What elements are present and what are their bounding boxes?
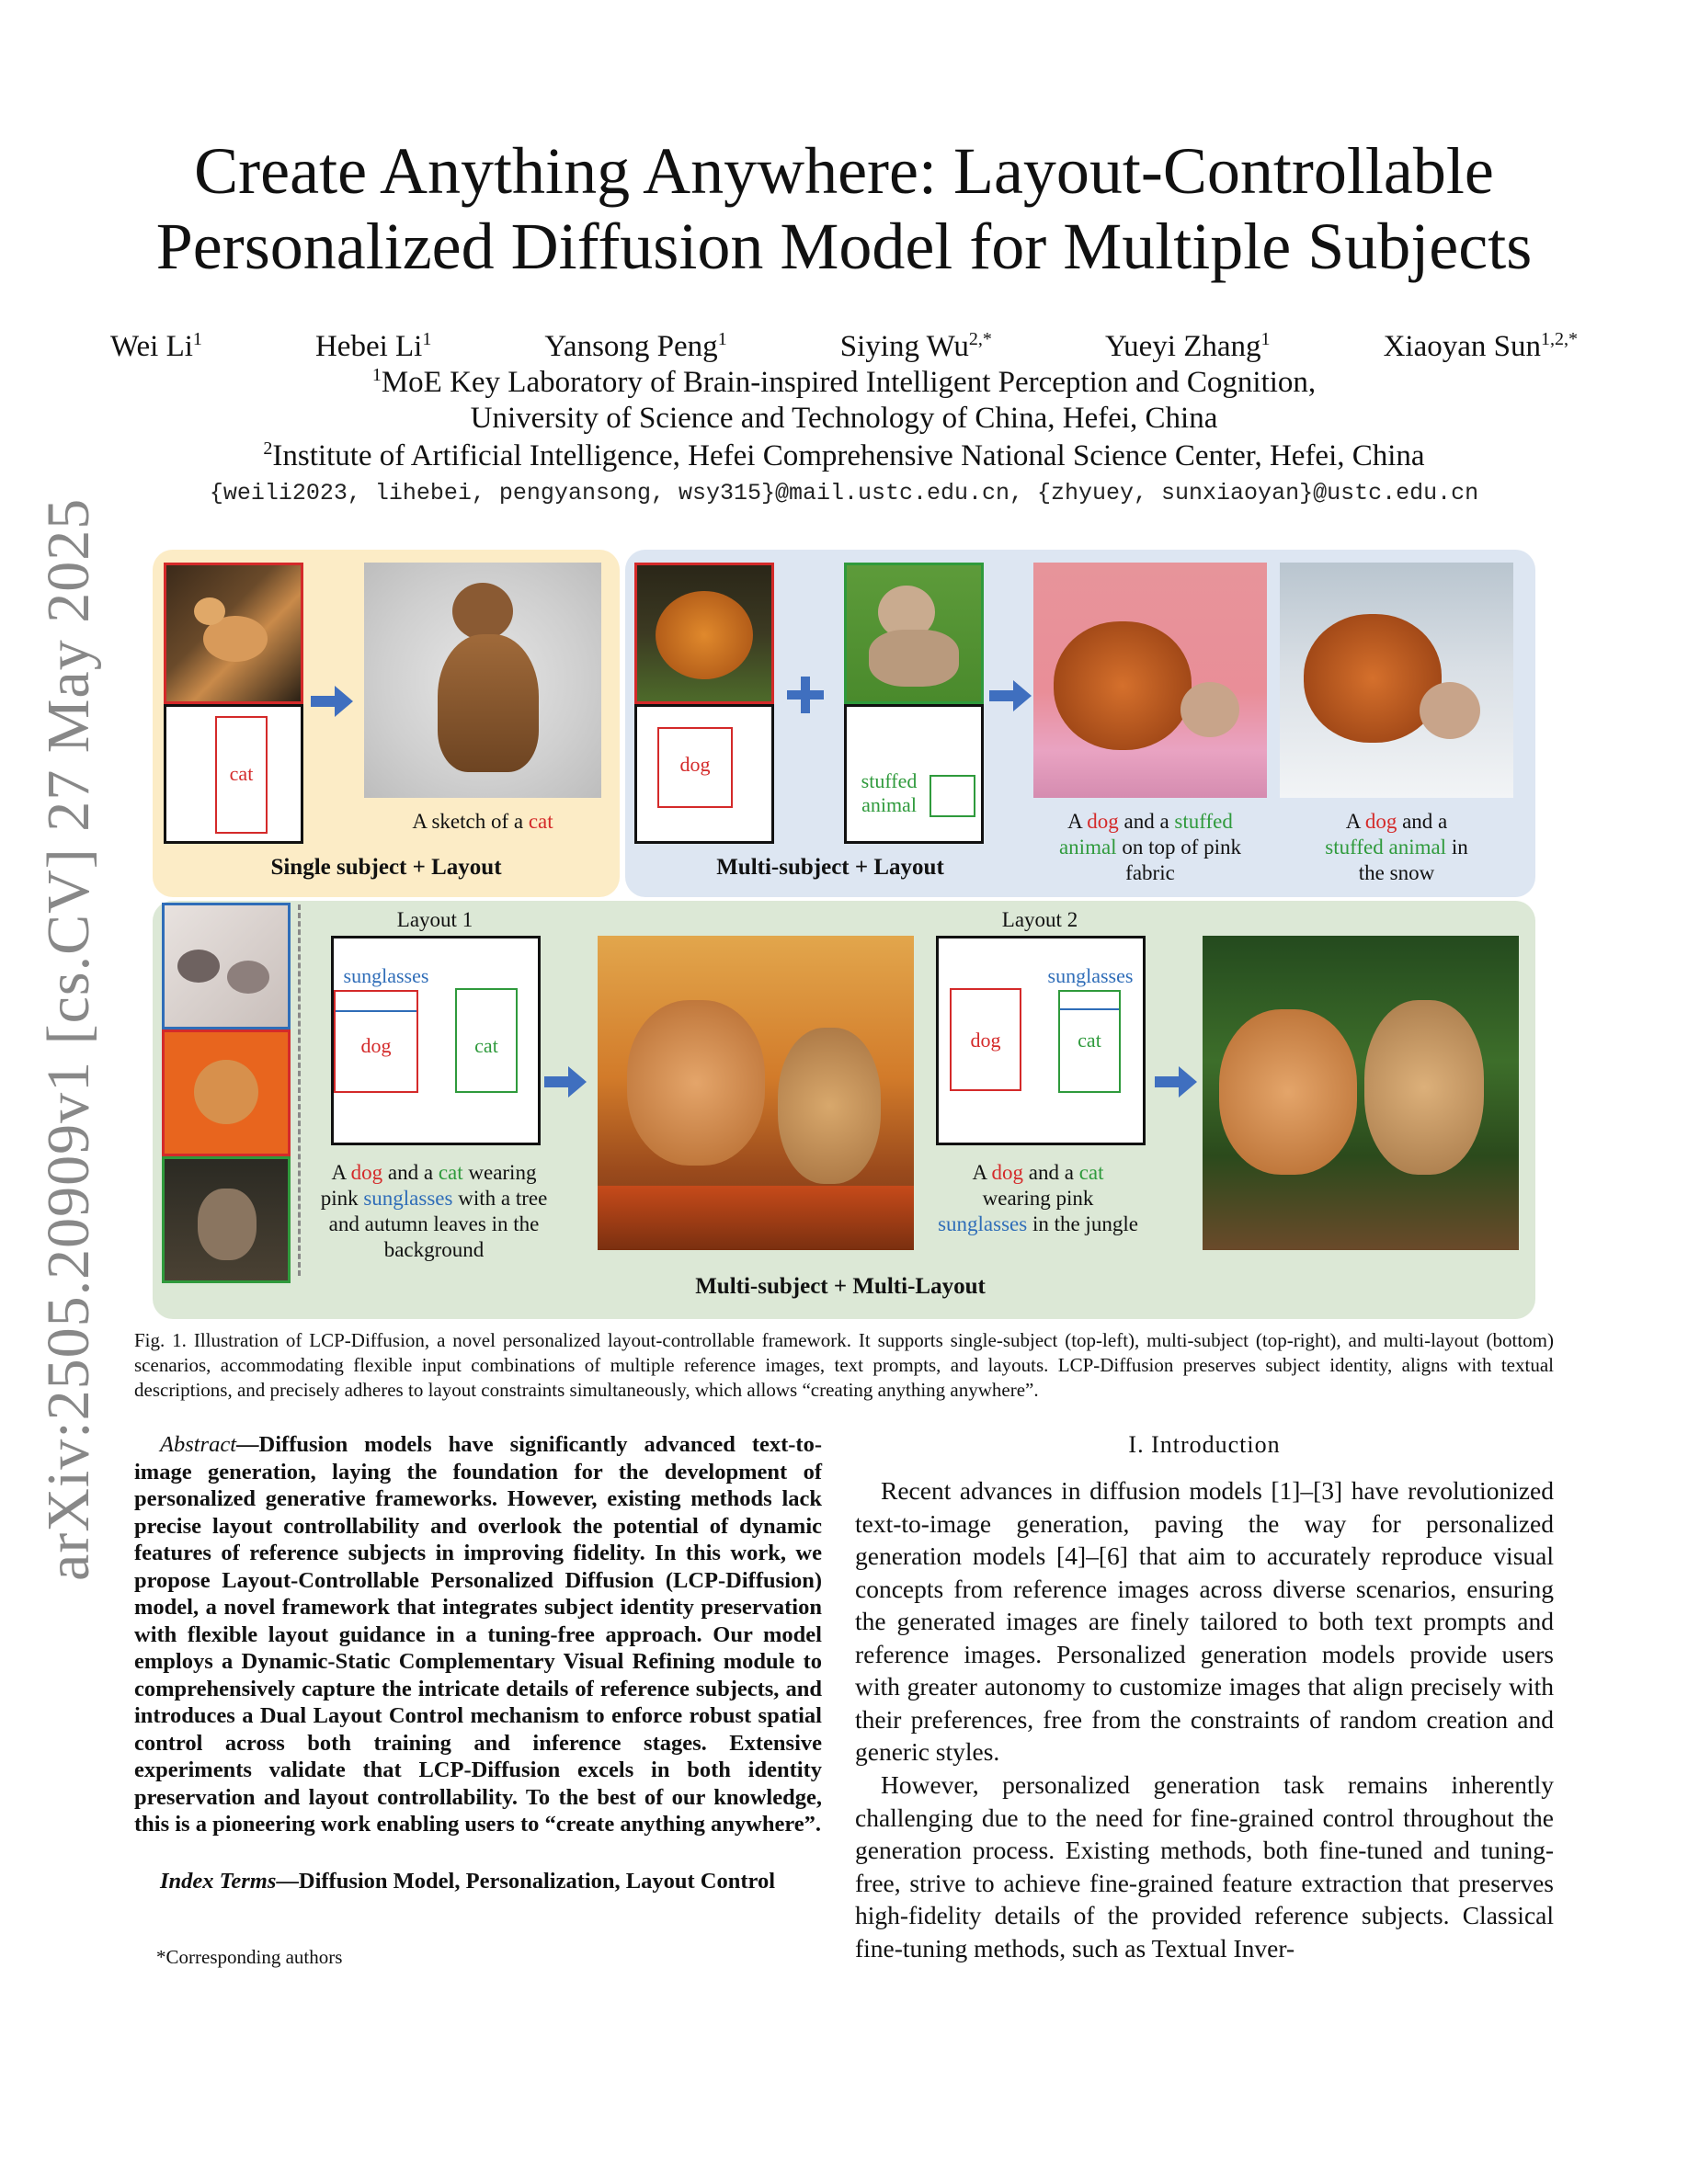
reference-image-corgi: [162, 1029, 291, 1156]
paper-title: [92, 133, 1596, 284]
affiliation-2: $^2$Institute of Artificial Intelligence, Hefei Comprehensive National Science Center, Hefei, China: [263, 438, 1425, 472]
bbox-label-dog: dog: [679, 753, 711, 776]
bbox-label-dog: dog: [970, 1029, 1001, 1052]
caption-multi-1: A dog and a stuffed animal on top of pink fabric: [1058, 810, 1242, 884]
title-line-1: Create Anything Anywhere: Layout-Controllable: [194, 134, 1494, 208]
generated-image-autumn: [598, 936, 914, 1250]
affiliation-1-line-1: $^1$MoE Key Laboratory of Brain-inspired Intelligent Perception and Cognition,: [371, 365, 1317, 399]
arrow-right-icon: [989, 680, 1032, 711]
generated-image-dog-pink-fabric: [1033, 563, 1267, 798]
caption-multi-2: A dog and a stuffed animal in the snow: [1325, 810, 1468, 884]
author-list: [110, 329, 1578, 364]
bbox-stuffed-animal: [930, 775, 975, 817]
reference-divider: [298, 904, 301, 1276]
arrow-right-icon: [544, 1066, 587, 1098]
author: Hebei Li$^1$: [314, 329, 432, 363]
author: Xiaoyan Sun$^{1,2,*}$: [1383, 329, 1578, 363]
index-terms: Index Terms—Diffusion Model, Personalization, Layout Control: [160, 1869, 776, 1894]
bbox-label-sunglasses: sunglasses: [343, 964, 429, 987]
generated-image-dog-snow: [1280, 563, 1513, 798]
layout-box-1: [331, 936, 541, 1145]
section-heading-introduction: I. Introduction: [1128, 1431, 1281, 1458]
bbox-label-cat: cat: [229, 762, 254, 785]
reference-image-stuffed-animal: [844, 563, 984, 704]
intro-paragraph-2: However, personalized generation task remains inherently challenging due to the need for fine-grained control throughout the generation process. Existing methods, both fine-tuned and tuning-free, strive to achieve fine-grained feature extraction that preserves high-fidelity details of the provided reference subjects. Classical fine-tuning methods, such as Textual Inver-: [855, 1770, 1554, 1962]
author: Yueyi Zhang$^1$: [1104, 329, 1271, 363]
layout-box-2: [936, 936, 1146, 1145]
layout-box-stuffed-animal: [844, 704, 984, 844]
bbox-label-stuffed-animal: stuffed animal: [861, 769, 918, 816]
author: Wei Li$^1$: [110, 329, 202, 363]
bbox-label-cat: cat: [1078, 1029, 1101, 1052]
bbox-label-dog: dog: [360, 1034, 392, 1057]
generated-image-cat-sketch: [364, 563, 601, 798]
arrow-right-icon: [1155, 1066, 1197, 1098]
reference-image-sunglasses: [162, 903, 291, 1029]
abstract: Abstract—Diffusion models have significantly advanced text-to-image generation, laying the foundation for the development of personalized generative frameworks. However, existing methods lack precise layout controllability and overlook the potential of dynamic features of reference subjects in improving fidelity. In this work, we propose Layout-Controllable Personalized Diffusion (LCP-Diffusion) model, a novel framework that integrates subject identity preservation with flexible layout guidance in a tuning-free approach. Our model employs a Dynamic-Static Complementary Visual Refining module to comprehensively capture the intricate details of reference subjects, and introduces a Dual Layout Control mechanism to enforce robust spatial control across both training and inference stages. Extensive experiments validate that LCP-Diffusion excels in both identity preservation and layout controllability. To the best of our knowledge, this is a pioneering work enabling users to “create anything anywhere”.: [134, 1432, 822, 1837]
generated-image-jungle: [1203, 936, 1519, 1250]
arrow-right-icon: [311, 686, 353, 717]
reference-image-cat: [164, 563, 303, 704]
intro-paragraph-1: Recent advances in diffusion models [1]–[3] have revolutionized text-to-image generation, paving the way for personalized generation models [4]–[6] that aim to accurately reproduce visual concepts from reference images across diverse scenarios, ensuring the generated images are finely tailored to both text prompts and reference images. Personalized generation models provide users with greater autonomy to customize images that align precisely with their preferences, free from the constraints of random creation and generic styles.: [855, 1476, 1554, 1766]
layout-1-title: Layout 1: [396, 908, 473, 931]
layout-box-single: [164, 704, 303, 844]
author: Yansong Peng$^1$: [544, 329, 727, 363]
panel-title-single: Single subject + Layout: [270, 855, 502, 880]
figure-caption: Fig. 1. Illustration of LCP-Diffusion, a novel personalized layout-controllable framework. It supports single-subject (top-left), multi-subject (top-right), and multi-layout (bottom) scenarios, accommodating flexible input combinations of multiple reference images, text prompts, and layouts. LCP-Diffusion preserves subject identity, aligns with textual descriptions, and precisely adheres to layout constraints simultaneously, which allows “creating anything anywhere”.: [134, 1329, 1554, 1401]
reference-image-dog: [634, 563, 774, 704]
reference-image-cat-2: [162, 1156, 291, 1283]
plus-icon: [787, 677, 824, 713]
panel-title-multi: Multi-subject + Layout: [716, 855, 944, 880]
caption-layout-2: A dog and a cat wearing pink sunglasses in the jungle: [938, 1161, 1138, 1235]
panel-title-multi-layout: Multi-subject + Multi-Layout: [695, 1274, 986, 1299]
bbox-label-sunglasses: sunglasses: [1047, 964, 1134, 987]
affiliation-1-line-2: University of Science and Technology of China, Hefei, China: [470, 402, 1218, 435]
arxiv-side-stamp: arXiv:2505.20909v1 [cs.CV] 27 May 2025: [35, 497, 102, 1581]
author-emails: {weili2023, lihebei, pengyansong, wsy315}@mail.ustc.edu.cn, {zhyuey, sunxiaoyan}@ustc.edu.cn: [209, 480, 1479, 506]
caption-single: A sketch of a cat: [412, 810, 553, 833]
corresponding-authors-note: *Corresponding authors: [156, 1946, 343, 1968]
caption-layout-1: A dog and a cat wearing pink sunglasses with a tree and autumn leaves in the background: [320, 1161, 548, 1261]
bbox-label-cat: cat: [474, 1034, 498, 1057]
layout-box-dog: [634, 704, 774, 844]
author: Siying $Wu^{2,*}$: [839, 329, 992, 363]
layout-2-title: Layout 2: [1001, 908, 1078, 931]
title-line-2: Personalized Diffusion Model for Multiple Subjects: [155, 210, 1533, 283]
